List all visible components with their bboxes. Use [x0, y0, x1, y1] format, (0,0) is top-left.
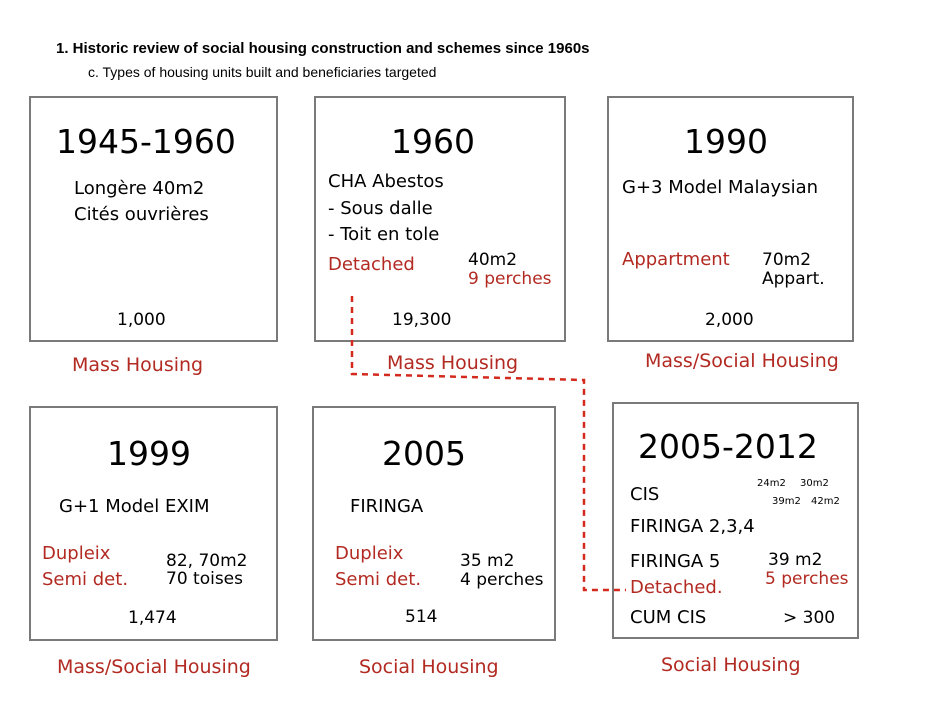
cis-size: 39m2 [772, 496, 801, 507]
card-line: FIRINGA 5 [630, 551, 721, 572]
card-year: 2005 [382, 434, 466, 473]
card-caption: Mass/Social Housing [57, 656, 251, 678]
card-unit-size: 82, 70m2 [166, 551, 248, 571]
card-count: 19,300 [392, 310, 452, 330]
slide-title: 1. Historic review of social housing construction and schemes since 1960s [56, 40, 590, 57]
card-line: FIRINGA [350, 496, 424, 517]
card-year: 1945-1960 [56, 122, 236, 161]
card-caption: Social Housing [359, 656, 499, 678]
card-plot-size: 5 perches [765, 569, 849, 589]
card-count: 514 [405, 607, 438, 627]
cum-cis-value: > 300 [783, 608, 836, 628]
card-year: 2005-2012 [638, 427, 818, 466]
card-line: CHA Abestos [328, 171, 444, 192]
card-caption: Mass/Social Housing [645, 350, 839, 372]
cis-label: CIS [630, 484, 660, 505]
card-unit-size: 35 m2 [460, 551, 515, 571]
card-plot-size: 70 toises [166, 569, 243, 589]
card-line: G+3 Model Malaysian [622, 177, 819, 198]
card-line: - Sous dalle [328, 198, 433, 219]
card-plot-size: 4 perches [460, 570, 544, 590]
card-unit-size: 40m2 [468, 250, 518, 270]
card-count: 1,474 [128, 608, 177, 628]
card-caption: Mass Housing [387, 352, 519, 374]
card-line: - Toit en tole [328, 224, 440, 245]
cum-cis-label: CUM CIS [630, 607, 707, 628]
card-unit-type: Dupleix [335, 543, 404, 564]
cis-size: 24m2 [757, 478, 786, 489]
cis-size: 42m2 [811, 496, 840, 507]
slide-subtitle: c. Types of housing units built and beneficiaries targeted [88, 64, 437, 80]
card-line: Cités ouvrières [74, 204, 209, 225]
card-unit-type: Detached. [630, 577, 723, 598]
card-year: 1960 [391, 122, 475, 161]
card-unit-type: Appartment [622, 249, 730, 270]
card-count: 2,000 [705, 310, 754, 330]
card-caption: Social Housing [661, 654, 801, 676]
card-year: 1990 [684, 122, 768, 161]
card-unit-type: Detached [328, 254, 415, 275]
card-unit-type: Dupleix [42, 543, 111, 564]
card-line: FIRINGA 2,3,4 [630, 516, 755, 537]
card-unit-size: 39 m2 [768, 550, 823, 570]
card-plot-size: 9 perches [468, 269, 552, 289]
cis-size: 30m2 [800, 478, 829, 489]
card-unit-size: 70m2 [762, 250, 812, 270]
card-unit-type-2: Semi det. [335, 569, 422, 590]
card-line: G+1 Model EXIM [59, 496, 210, 517]
card-unit-type-2: Semi det. [42, 569, 129, 590]
card-count: 1,000 [117, 310, 166, 330]
card-caption: Mass Housing [72, 354, 204, 376]
card-line: Longère 40m2 [74, 178, 205, 199]
card-unit-kind: Appart. [762, 269, 825, 289]
card-year: 1999 [107, 434, 191, 473]
